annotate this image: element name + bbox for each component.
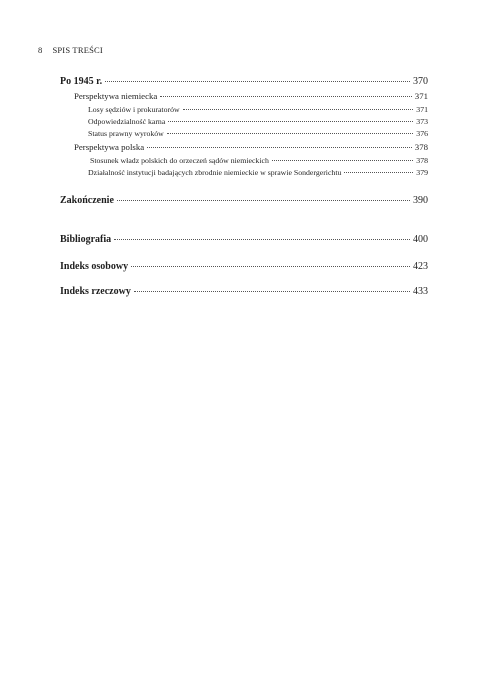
toc-entry-bibliografia[interactable] (60, 234, 428, 245)
toc-entry-page: 433 (413, 286, 428, 297)
toc-entry-perspektywa-niemiecka[interactable] (74, 91, 428, 101)
toc-entry-indeks-rzeczowy[interactable] (60, 286, 428, 297)
toc-entry-page: 371 (416, 105, 428, 114)
toc-entry-page: 370 (413, 76, 428, 87)
toc-entry-page: 373 (416, 117, 428, 126)
dot-leader (167, 133, 414, 134)
toc-entry-page: 378 (416, 156, 428, 165)
dot-leader (117, 200, 410, 201)
toc-entry-page: 376 (416, 129, 428, 138)
toc-entry-odpowiedzialnosc-karna[interactable] (88, 117, 428, 126)
toc-entry-page: 378 (414, 142, 428, 152)
toc-entry-label: Działalność instytucji badających zbrodnie niemieckie w sprawie Sondergerichtu (88, 168, 342, 177)
toc-entry-label: Stosunek władz polskich do orzeczeń sądów niemieckich (90, 156, 269, 165)
toc-entry-label: Indeks rzeczowy (60, 286, 131, 297)
dot-leader (114, 239, 410, 240)
running-title: SPIS TREŚCI (52, 45, 103, 55)
toc-entry-po-1945[interactable] (60, 76, 428, 87)
toc-entry-page: 400 (413, 234, 428, 245)
toc-entry-stosunek-wladz[interactable] (90, 156, 428, 165)
toc-entry-page: 423 (413, 261, 428, 272)
toc-entry-label: Losy sędziów i prokuratorów (88, 105, 180, 114)
toc-entry-indeks-osobowy[interactable] (60, 261, 428, 272)
toc-entry-losy-sedziow[interactable] (88, 105, 428, 114)
toc-entry-dzialalnosc-instytucji[interactable] (88, 168, 428, 177)
toc-entry-label: Zakończenie (60, 195, 114, 206)
dot-leader (183, 109, 414, 110)
toc-entry-label: Indeks osobowy (60, 261, 129, 272)
dot-leader (131, 266, 410, 267)
toc-entry-page: 390 (413, 195, 428, 206)
toc-entry-page: 371 (414, 91, 428, 101)
toc-entry-label: Status prawny wyroków (88, 129, 164, 138)
toc-entry-label: Odpowiedzialność karna (88, 117, 166, 126)
dot-leader (272, 160, 413, 161)
toc-entry-label: Perspektywa niemiecka (74, 91, 158, 101)
toc-entry-status-prawny[interactable] (88, 129, 428, 138)
page-number: 8 (38, 45, 43, 55)
running-head (38, 45, 103, 55)
toc-entry-page: 379 (416, 168, 428, 177)
toc-entry-label: Perspektywa polska (74, 142, 145, 152)
toc-entry-label: Po 1945 r. (60, 76, 103, 87)
dot-leader (160, 96, 412, 97)
dot-leader (168, 121, 413, 122)
dot-leader (344, 172, 413, 173)
dot-leader (134, 291, 410, 292)
dot-leader (147, 147, 412, 148)
toc-entry-label: Bibliografia (60, 234, 112, 245)
toc-entry-zakonczenie[interactable] (60, 195, 428, 206)
toc-entry-perspektywa-polska[interactable] (74, 142, 428, 152)
dot-leader (105, 81, 410, 82)
